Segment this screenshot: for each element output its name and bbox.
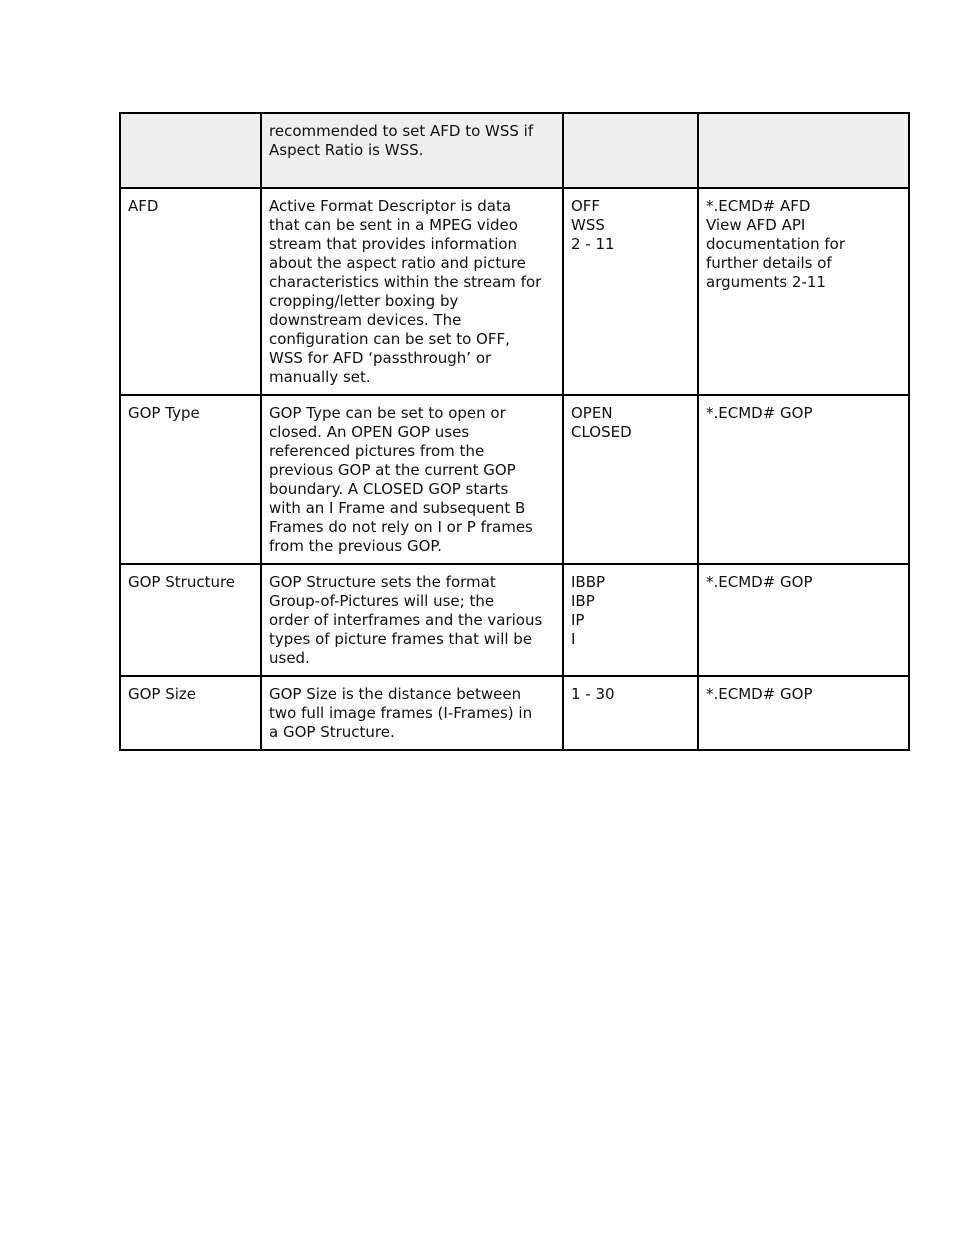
- description-line: boundary. A CLOSED GOP starts: [269, 480, 509, 498]
- setting-name: GOP Structure: [128, 573, 236, 591]
- values-cell: [563, 395, 698, 564]
- description-cell: [261, 113, 563, 188]
- description-line: Group-of-Pictures will use; the: [269, 592, 495, 610]
- description-line: characteristics within the stream for: [269, 273, 542, 291]
- description-line: Aspect Ratio is WSS.: [269, 141, 424, 159]
- description-cell: [261, 188, 563, 395]
- description-line: Frames do not rely on I or P frames: [269, 518, 533, 536]
- description-line: WSS for AFD ‘passthrough’ or: [269, 349, 492, 367]
- table-row: [120, 676, 909, 750]
- description-cell: [261, 676, 563, 750]
- table-row: [120, 188, 909, 395]
- setting-name-cell: [120, 564, 261, 676]
- command-line: further details of: [706, 254, 832, 272]
- description-line: configuration can be set to OFF,: [269, 330, 510, 348]
- description-line: two full image frames (I-Frames) in: [269, 704, 533, 722]
- command-cell: [698, 395, 909, 564]
- description-cell: [261, 395, 563, 564]
- value-option: 2 - 11: [571, 235, 615, 253]
- command-line: *.ECMD# GOP: [706, 404, 813, 422]
- command-line: *.ECMD# GOP: [706, 573, 813, 591]
- setting-name-cell: [120, 113, 261, 188]
- command-line: documentation for: [706, 235, 845, 253]
- description-cell: [261, 564, 563, 676]
- setting-name: AFD: [128, 197, 159, 215]
- value-option: I: [571, 630, 576, 648]
- value-option: WSS: [571, 216, 605, 234]
- values-cell: [563, 188, 698, 395]
- value-option: OPEN: [571, 404, 613, 422]
- description-line: referenced pictures from the: [269, 442, 485, 460]
- description-line: GOP Type can be set to open or: [269, 404, 506, 422]
- value-option: IP: [571, 611, 585, 629]
- description-line: closed. An OPEN GOP uses: [269, 423, 470, 441]
- value-option: OFF: [571, 197, 601, 215]
- value-option: IBP: [571, 592, 595, 610]
- values-cell: [563, 676, 698, 750]
- description-line: that can be sent in a MPEG video: [269, 216, 518, 234]
- description-line: downstream devices. The: [269, 311, 462, 329]
- setting-name-cell: [120, 395, 261, 564]
- setting-name-cell: [120, 676, 261, 750]
- description-line: order of interframes and the various: [269, 611, 543, 629]
- command-line: *.ECMD# GOP: [706, 685, 813, 703]
- table-row: [120, 395, 909, 564]
- description-line: GOP Size is the distance between: [269, 685, 522, 703]
- value-option: CLOSED: [571, 423, 632, 441]
- value-option: 1 - 30: [571, 685, 615, 703]
- description-line: previous GOP at the current GOP: [269, 461, 516, 479]
- description-line: manually set.: [269, 368, 371, 386]
- values-cell: [563, 564, 698, 676]
- command-cell: [698, 188, 909, 395]
- table-row: [120, 113, 909, 188]
- values-cell: [563, 113, 698, 188]
- setting-name-cell: [120, 188, 261, 395]
- setting-name: GOP Type: [128, 404, 200, 422]
- command-cell: [698, 564, 909, 676]
- command-line: View AFD API: [706, 216, 806, 234]
- description-line: a GOP Structure.: [269, 723, 395, 741]
- command-line: arguments 2-11: [706, 273, 826, 291]
- table-row: [120, 564, 909, 676]
- command-line: *.ECMD# AFD: [706, 197, 811, 215]
- description-line: from the previous GOP.: [269, 537, 442, 555]
- description-line: types of picture frames that will be: [269, 630, 533, 648]
- description-line: Active Format Descriptor is data: [269, 197, 512, 215]
- setting-name: GOP Size: [128, 685, 197, 703]
- value-option: IBBP: [571, 573, 606, 591]
- description-line: cropping/letter boxing by: [269, 292, 459, 310]
- description-line: used.: [269, 649, 310, 667]
- description-line: stream that provides information: [269, 235, 518, 253]
- command-cell: [698, 113, 909, 188]
- command-cell: [698, 676, 909, 750]
- description-line: GOP Structure sets the format: [269, 573, 496, 591]
- description-line: with an I Frame and subsequent B: [269, 499, 526, 517]
- settings-table: [119, 112, 910, 751]
- description-line: recommended to set AFD to WSS if: [269, 122, 534, 140]
- description-line: about the aspect ratio and picture: [269, 254, 526, 272]
